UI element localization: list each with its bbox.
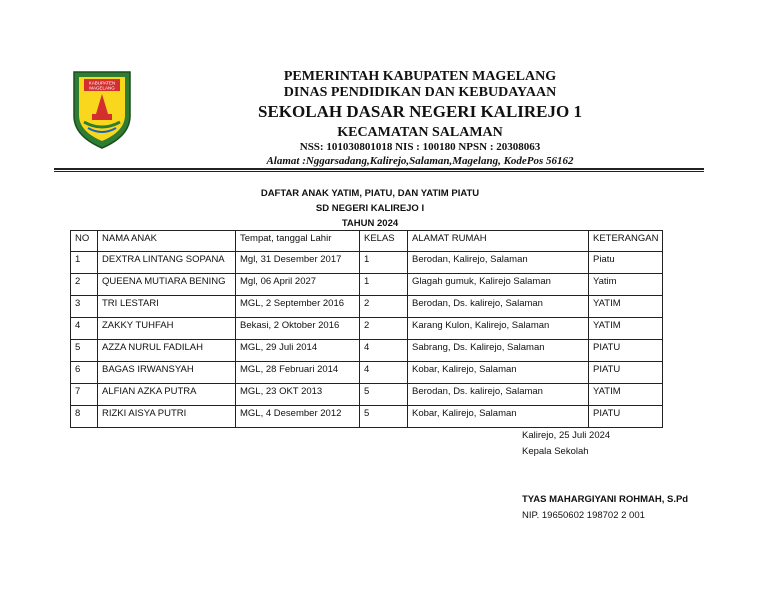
cell-address: Karang Kulon, Kalirejo, Salaman bbox=[408, 318, 589, 340]
letterhead-rule-thin bbox=[54, 171, 704, 172]
header-no: NO bbox=[71, 231, 98, 252]
cell-note: Piatu bbox=[589, 252, 663, 274]
cell-name: RIZKI AISYA PUTRI bbox=[98, 406, 236, 428]
cell-name: BAGAS IRWANSYAH bbox=[98, 362, 236, 384]
signature-role: Kepala Sekolah bbox=[522, 446, 589, 457]
cell-no: 4 bbox=[71, 318, 98, 340]
cell-class: 1 bbox=[360, 252, 408, 274]
cell-no: 3 bbox=[71, 296, 98, 318]
cell-note: PIATU bbox=[589, 340, 663, 362]
cell-address: Sabrang, Ds. Kalirejo, Salaman bbox=[408, 340, 589, 362]
letterhead-department: DINAS PENDIDIKAN DAN KEBUDAYAAN bbox=[283, 85, 557, 100]
cell-note: PIATU bbox=[589, 406, 663, 428]
document-subtitle-school: SD NEGERI KALIREJO I bbox=[315, 203, 425, 214]
signature-name: TYAS MAHARGIYANI ROHMAH, S.Pd bbox=[522, 494, 689, 505]
header-class: KELAS bbox=[360, 231, 408, 252]
cell-birth: MGL, 2 September 2016 bbox=[236, 296, 360, 318]
cell-class: 2 bbox=[360, 318, 408, 340]
cell-note: PIATU bbox=[589, 362, 663, 384]
letterhead bbox=[200, 68, 640, 168]
cell-address: Kobar, Kalirejo, Salaman bbox=[408, 362, 589, 384]
letterhead-district: KECAMATAN SALAMAN bbox=[337, 125, 503, 140]
cell-address: Berodan, Kalirejo, Salaman bbox=[408, 252, 589, 274]
cell-class: 4 bbox=[360, 340, 408, 362]
svg-text:MAGELANG: MAGELANG bbox=[89, 85, 115, 91]
cell-address: Glagah gumuk, Kalirejo Salaman bbox=[408, 274, 589, 296]
letterhead-school: SEKOLAH DASAR NEGERI KALIREJO 1 bbox=[257, 102, 582, 121]
cell-no: 7 bbox=[71, 384, 98, 406]
district-logo bbox=[70, 70, 134, 150]
cell-class: 5 bbox=[360, 384, 408, 406]
signature-block bbox=[522, 428, 688, 524]
table-row bbox=[71, 340, 663, 362]
cell-birth: MGL, 28 Februari 2014 bbox=[236, 362, 360, 384]
cell-address: Berodan, Ds. kalirejo, Salaman bbox=[408, 384, 589, 406]
cell-class: 1 bbox=[360, 274, 408, 296]
table-row bbox=[71, 362, 663, 384]
cell-name: DEXTRA LINTANG SOPANA bbox=[98, 252, 236, 274]
cell-class: 4 bbox=[360, 362, 408, 384]
cell-note: Yatim bbox=[589, 274, 663, 296]
table-row bbox=[71, 384, 663, 406]
cell-birth: Mgl, 31 Desember 2017 bbox=[236, 252, 360, 274]
cell-no: 8 bbox=[71, 406, 98, 428]
table-row bbox=[71, 406, 663, 428]
cell-birth: MGL, 23 OKT 2013 bbox=[236, 384, 360, 406]
table-header-row bbox=[71, 231, 663, 252]
cell-note: YATIM bbox=[589, 384, 663, 406]
document-titles bbox=[200, 186, 540, 231]
orphan-list-table bbox=[70, 230, 663, 428]
document-title: DAFTAR ANAK YATIM, PIATU, DAN YATIM PIATU bbox=[260, 188, 480, 199]
letterhead-government: PEMERINTAH KABUPATEN MAGELANG bbox=[283, 69, 557, 84]
letterhead-rule-thick bbox=[54, 168, 704, 170]
cell-birth: Mgl, 06 April 2027 bbox=[236, 274, 360, 296]
cell-name: AZZA NURUL FADILAH bbox=[98, 340, 236, 362]
cell-name: QUEENA MUTIARA BENING bbox=[98, 274, 236, 296]
header-address: ALAMAT RUMAH bbox=[408, 231, 589, 252]
cell-name: ZAKKY TUHFAH bbox=[98, 318, 236, 340]
cell-no: 2 bbox=[71, 274, 98, 296]
signature-nip: NIP. 19650602 198702 2 001 bbox=[522, 510, 645, 521]
cell-class: 2 bbox=[360, 296, 408, 318]
table-row bbox=[71, 274, 663, 296]
header-birth: Tempat, tanggal Lahir bbox=[236, 231, 360, 252]
cell-birth: MGL, 4 Desember 2012 bbox=[236, 406, 360, 428]
cell-no: 5 bbox=[71, 340, 98, 362]
cell-birth: MGL, 29 Juli 2014 bbox=[236, 340, 360, 362]
cell-note: YATIM bbox=[589, 296, 663, 318]
svg-text:KABUPATEN: KABUPATEN bbox=[88, 80, 116, 86]
cell-address: Kobar, Kalirejo, Salaman bbox=[408, 406, 589, 428]
header-name: NAMA ANAK bbox=[98, 231, 236, 252]
letterhead-identifiers: NSS: 101030801018 NIS : 100180 NPSN : 20308063 bbox=[299, 141, 541, 153]
signature-place-date: Kalirejo, 25 Juli 2024 bbox=[522, 430, 611, 441]
table-row bbox=[71, 296, 663, 318]
cell-no: 6 bbox=[71, 362, 98, 384]
table-row bbox=[71, 318, 663, 340]
cell-no: 1 bbox=[71, 252, 98, 274]
header-note: KETERANGAN bbox=[589, 231, 663, 252]
cell-name: TRI LESTARI bbox=[98, 296, 236, 318]
signature-space bbox=[522, 460, 688, 492]
letterhead-address: Alamat :Nggarsadang,Kalirejo,Salaman,Magelang, KodePos 56162 bbox=[266, 155, 574, 167]
cell-class: 5 bbox=[360, 406, 408, 428]
cell-birth: Bekasi, 2 Oktober 2016 bbox=[236, 318, 360, 340]
cell-address: Berodan, Ds. kalirejo, Salaman bbox=[408, 296, 589, 318]
cell-name: ALFIAN AZKA PUTRA bbox=[98, 384, 236, 406]
cell-note: YATIM bbox=[589, 318, 663, 340]
table-row bbox=[71, 252, 663, 274]
document-subtitle-year: TAHUN 2024 bbox=[341, 218, 399, 229]
